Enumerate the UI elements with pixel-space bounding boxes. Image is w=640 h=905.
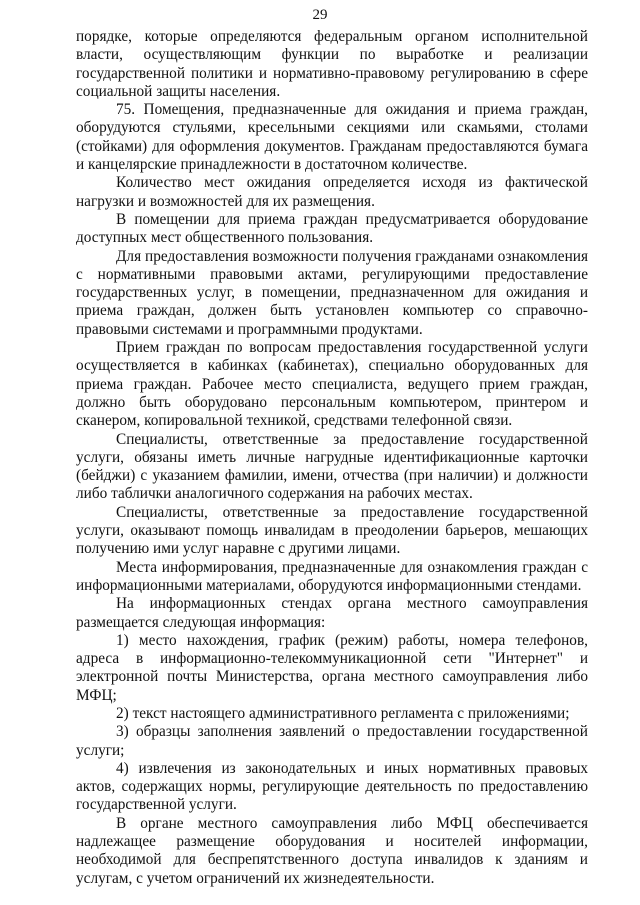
- paragraph: порядке, которые определяются федеральным органом исполнительной власти, осуществляющим функции по выработке и реализации государственной политики и нормативно-правовому регулированию в сфере социальной защиты населения.: [76, 28, 588, 100]
- list-item: 4) извлечения из законодательных и иных нормативных правовых актов, содержащих нормы, регулирующие деятельность по предоставлению государственной услуги.: [76, 759, 588, 814]
- paragraph: Для предоставления возможности получения гражданами ознакомления с нормативными правовыми актами, регулирующими предоставление государственных услуг, в помещении, предназначенном для ожидания и приема граждан, должен быть установлен компьютер со справочно-правовыми системами и программными продуктами.: [76, 247, 588, 338]
- paragraph: Специалисты, ответственные за предоставление государственной услуги, обязаны иметь личные нагрудные идентификационные карточки (бейджи) с указанием фамилии, имени, отчества (при наличии) и должности либо таблички аналогичного содержания на рабочих местах.: [76, 430, 588, 503]
- paragraph: Прием граждан по вопросам предоставления государственной услуги осуществляется в кабинках (кабинетах), специально оборудованных для приема граждан. Рабочее место специалиста, ведущего прием граждан, должно быть оборудовано персональным компьютером, принтером и сканером, копировальной техникой, средствами телефонной связи.: [76, 339, 588, 430]
- paragraph: В органе местного самоуправления либо МФЦ обеспечивается надлежащее размещение оборудования и носителей информации, необходимой для беспрепятственного доступа инвалидов к зданиям и услугам, с учетом ограничений их жизнедеятельности.: [76, 814, 588, 887]
- document-body: [76, 28, 588, 888]
- list-item: 3) образцы заполнения заявлений о предоставлении государственной услуги;: [76, 723, 588, 759]
- paragraph: Количество мест ожидания определяется исходя из фактической нагрузки и возможностей для их размещения.: [76, 174, 588, 210]
- paragraph: 75. Помещения, предназначенные для ожидания и приема граждан, оборудуются стульями, кресельными секциями или скамьями, столами (стойками) для оформления документов. Гражданам предоставляются бумага и канцелярские принадлежности в достаточном количестве.: [76, 101, 588, 174]
- list-item: 1) место нахождения, график (режим) работы, номера телефонов, адреса в информационно-телекоммуникационной сети "Интернет" и электронной почты Министерства, органа местного самоуправления либо МФЦ;: [76, 631, 588, 704]
- list-item: 2) текст настоящего административного регламента с приложениями;: [116, 704, 570, 722]
- paragraph: Специалисты, ответственные за предоставление государственной услуги, оказывают помощь инвалидам в преодолении барьеров, мешающих получению ими услуг наравне с другими лицами.: [76, 503, 588, 558]
- page-number: 29: [312, 7, 328, 23]
- paragraph: В помещении для приема граждан предусматривается оборудование доступных мест общественного пользования.: [76, 210, 588, 247]
- paragraph: Места информирования, предназначенные для ознакомления граждан с информационными материалами, оборудуются информационными стендами.: [76, 558, 588, 594]
- paragraph: На информационных стендах органа местного самоуправления размещается следующая информация:: [76, 595, 588, 631]
